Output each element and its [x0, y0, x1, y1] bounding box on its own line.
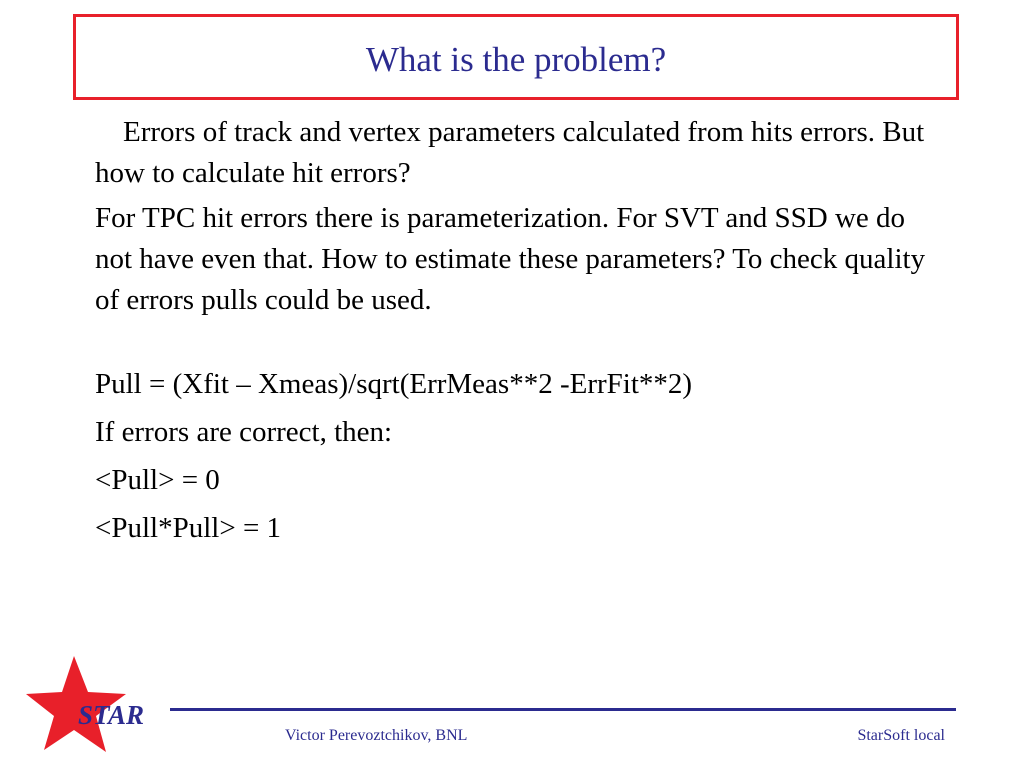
pull-squared-condition: <Pull*Pull> = 1: [95, 512, 282, 544]
pull-mean-condition: <Pull> = 0: [95, 464, 220, 496]
footer-author: Victor Perevoztchikov, BNL: [285, 727, 468, 744]
footer-label: StarSoft local: [857, 727, 945, 744]
paragraph-if-correct: If errors are correct, then:: [95, 416, 393, 448]
star-logo-text: STAR: [78, 700, 145, 730]
paragraph-tpc-parameterization: For TPC hit errors there is parameterization. For SVT and SSD we do not have even that. How to estimate these parameters? To check quality of errors pulls could be used.: [95, 202, 926, 316]
paragraph-errors-intro: Errors of track and vertex parameters calculated from hits errors. But how to calculate hit errors?: [95, 116, 925, 189]
pull-formula: Pull = (Xfit – Xmeas)/sqrt(ErrMeas**2 -ErrFit**2): [95, 368, 693, 400]
footer-divider: [170, 708, 956, 711]
title-box: [73, 14, 959, 100]
slide-title: What is the problem?: [365, 39, 667, 79]
slide-body: [95, 112, 935, 549]
